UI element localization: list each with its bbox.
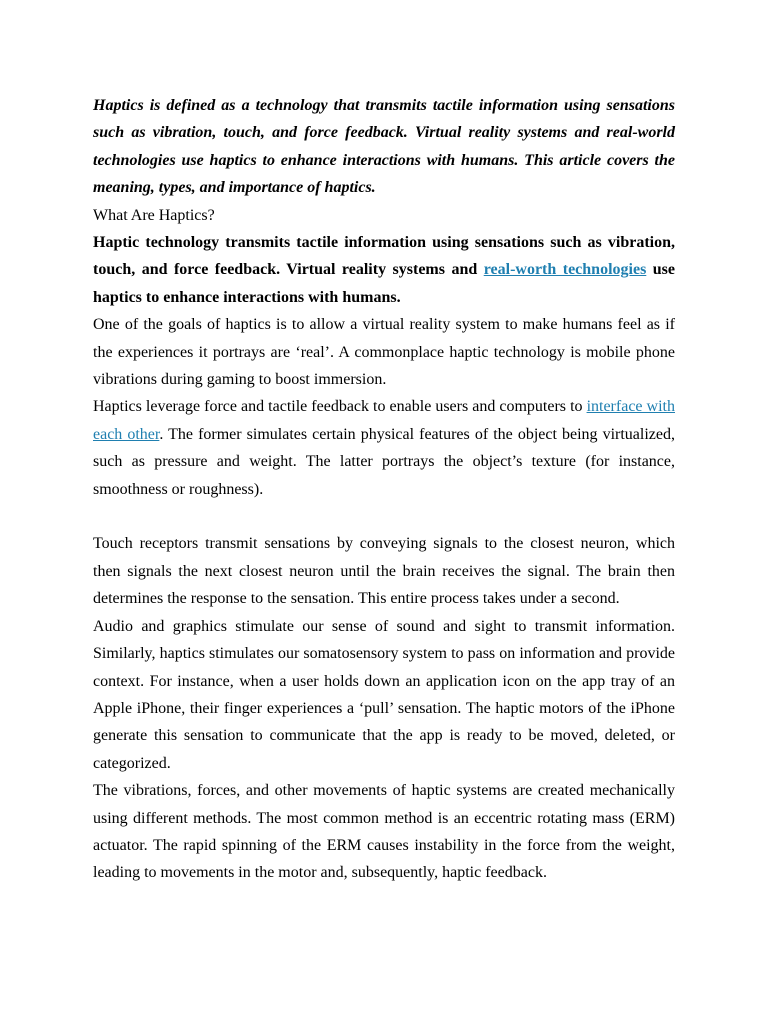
definition-paragraph: [93, 229, 675, 311]
interface-with-each-other-link[interactable]: interface with each other: [93, 398, 675, 443]
receptors-paragraph: Touch receptors transmit sensations by conveying signals to the closest neuron, which then signals the next closest neuron until the brain receives the signal. The brain then determines the response to the sensation. This entire process takes under a second.: [93, 535, 675, 608]
paragraph-gap: [93, 503, 675, 530]
feedback-paragraph: [93, 393, 675, 503]
feedback-text-after: . The former simulates certain physical features of the object being virtualized, such as pressure and weight. The latter portrays the object’s texture (for instance, smoothness or roughness).: [93, 425, 675, 498]
definition-text-before: Haptic technology transmits tactile information using sensations such as vibration, touch, and force feedback. Virtual reality systems and: [93, 234, 675, 279]
real-worth-technologies-link[interactable]: real-worth technologies: [483, 261, 647, 279]
section-heading: What Are Haptics?: [93, 206, 215, 224]
goals-paragraph: One of the goals of haptics is to allow a virtual reality system to make humans feel as if the experiences it portrays are ‘real’. A commonplace haptic technology is mobile phone vibrations during gaming to boost immersion.: [93, 316, 675, 389]
intro-paragraph: Haptics is defined as a technology that transmits tactile information using sensations such as vibration, touch, and force feedback. Virtual reality systems and real-world technologies use haptics to enhance interactions with humans. This article covers the meaning, types, and importance of haptics.: [93, 97, 675, 197]
vibrations-paragraph: The vibrations, forces, and other movements of haptic systems are created mechanically using different methods. The most common method is an eccentric rotating mass (ERM) actuator. The rapid spinning of the ERM causes instability in the force from the weight, leading to movements in the motor and, subsequently, haptic feedback.: [93, 782, 675, 882]
audio-paragraph: Audio and graphics stimulate our sense of sound and sight to transmit information. Similarly, haptics stimulates our somatosensory system to pass on information and provide context. For instance, when a user holds down an application icon on the app tray of an Apple iPhone, their finger experiences a ‘pull’ sensation. The haptic motors of the iPhone generate this sensation to communicate that the app is ready to be moved, deleted, or categorized.: [93, 617, 675, 772]
feedback-text-before: Haptics leverage force and tactile feedback to enable users and computers to: [93, 398, 587, 416]
definition-text-after: use haptics to enhance interactions with humans.: [93, 261, 675, 306]
document-page: [93, 92, 675, 887]
